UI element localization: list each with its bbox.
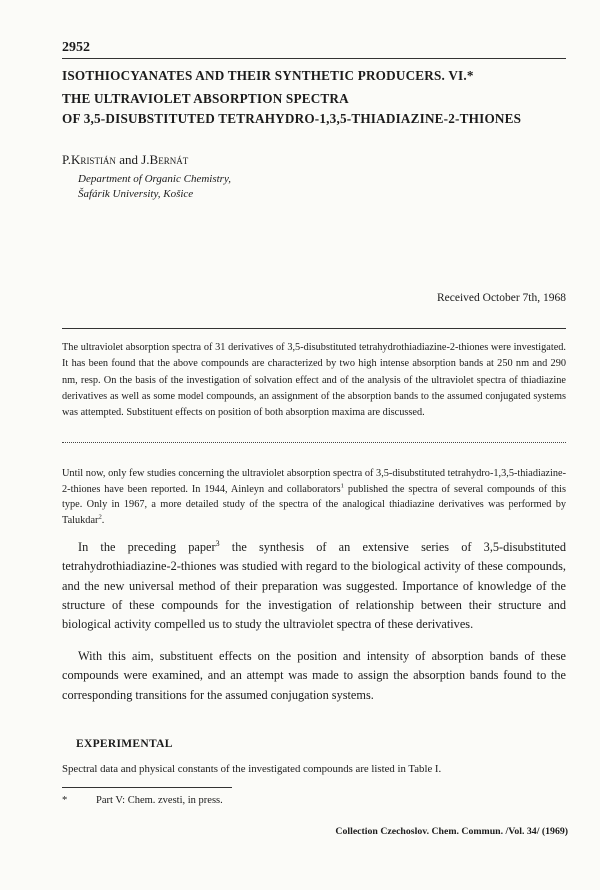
abstract-bottom-rule <box>62 442 566 443</box>
intro-text-2: published the spectra of several compounds of this type. Only in 1967, a more detailed study of the spectra of the analogical thiadiazine derivatives was performed by Talukdar <box>62 483 566 526</box>
page-number: 2952 <box>62 40 90 55</box>
author-2-initial: J. <box>141 152 150 167</box>
footnote-mark: * <box>62 795 68 806</box>
reference-3: 3 <box>215 538 220 548</box>
title-line-2: THE ULTRAVIOLET ABSORPTION SPECTRA <box>62 91 349 106</box>
affiliation-line-2: Šafárik University, Košice <box>78 188 194 200</box>
title-line-1: ISOTHIOCYANATES AND THEIR SYNTHETIC PRODUCERS. VI.* <box>62 68 474 83</box>
reference-1: 1 <box>340 482 344 490</box>
abstract-top-rule <box>62 328 566 329</box>
para1-text-2: the synthesis of an extensive series of 3,5-disubstituted tetrahydrothiadiazine-2-thiones was studied with regard to the biological activity of these compounds, and the new universal method of their preparation was suggested. Importance of knowledge of the structure of these compounds for the investigation of relationship between their structure and biological activity compelled us to study the ultraviolet spectra of these derivatives. <box>62 540 566 632</box>
header-rule <box>62 58 566 59</box>
body-paragraph-2: With this aim, substituent effects on the position and intensity of absorption bands of these compounds were examined, and an attempt was made to assign the absorption bands found to the corresponding transitions for the assumed conjugation systems. <box>62 649 566 702</box>
body-paragraph-1 <box>62 538 566 634</box>
footnote-rule <box>62 787 232 788</box>
footnote <box>62 795 223 806</box>
journal-citation: Collection Czechoslov. Chem. Commun. /Vol. 34/ (1969) <box>335 826 568 837</box>
experimental-heading: EXPERIMENTAL <box>76 738 173 750</box>
author-1-name: Kristián <box>71 152 116 167</box>
received-date: Received October 7th, 1968 <box>436 292 566 304</box>
affiliation-line-1: Department of Organic Chemistry, <box>78 173 231 185</box>
authors-and: and <box>115 152 142 167</box>
title-line-3: OF 3,5-DISUBSTITUTED TETRAHYDRO-1,3,5-THIADIAZINE-2-THIONES <box>62 111 522 126</box>
intro-paragraph <box>62 466 566 528</box>
experimental-text: Spectral data and physical constants of the investigated compounds are listed in Table I. <box>62 763 442 775</box>
footnote-text: Part V: Chem. zvesti, in press. <box>96 795 223 806</box>
para1-text-1: In the preceding paper <box>78 540 216 554</box>
author-1-initial: P. <box>62 152 72 167</box>
reference-2: 2 <box>98 513 102 521</box>
authors <box>62 152 188 168</box>
intro-text-1: Until now, only few studies concerning the ultraviolet absorption spectra of 3,5-disubstituted tetrahydro-1,3,5-thiadiazine-2-thiones have been reported. In 1944, Ainleyn and collaborators <box>62 468 566 495</box>
abstract: The ultraviolet absorption spectra of 31 derivatives of 3,5-disubstituted tetrahydrothiadiazine-2-thiones were investigated. It has been found that the above compounds are characterized by two high intense absorption bands at 250 nm and 290 nm, resp. On the basis of the investigation of solvation effect and of the analysis of the ultraviolet spectra of thiadiazine derivatives as well as some model compounds, an assignment of the absorption bands to the assumed conjugated systems was attempted. Substituent effects on position of both absorption maxima are discussed. <box>62 342 566 419</box>
intro-text-3: . <box>101 514 105 526</box>
author-2-name: Bernát <box>149 152 189 167</box>
